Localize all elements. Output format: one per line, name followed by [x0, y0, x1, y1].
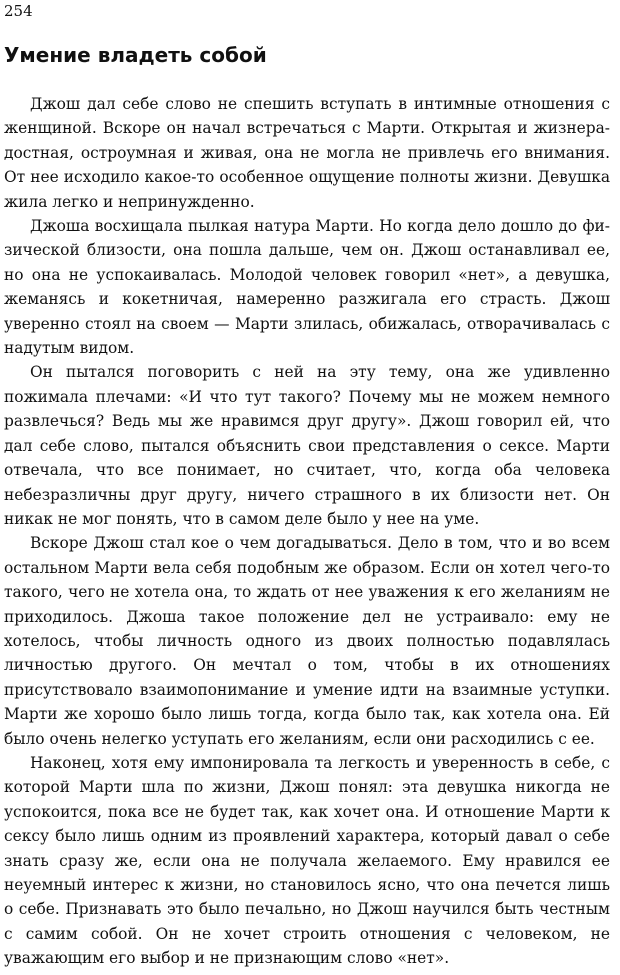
section-heading: Умение владеть собой	[4, 43, 267, 67]
page-number: 254	[4, 2, 33, 20]
body-text	[4, 92, 610, 971]
paragraph: Наконец, хотя ему импонировала та легкость и уверенность в себе, с которой Марти шла по жизни, Джош понял: эта девушка никогда не успокоится, пока все не будет так, как хочет она. И отношение Марти к сексу было лишь одним из проявлений характера, который давал о себе знать сразу же, если она не получала желаемого. Ему нравился ее неуемный интерес к жизни, но становилось ясно, что она печется лишь о себе. Признавать это было печально, но Джош научился быть честным с самим собой. Он не хочет строить отношения с человеком, не уважающим его выбор и не признающим слово «нет».	[4, 753, 610, 968]
paragraph: Джоша восхищала пылкая натура Марти. Но когда дело дошло до физической близости, она пошла дальше, чем он. Джош останавливал ее, но она не успокаивалась. Молодой человек говорил «нет», а девушка, жеманясь и кокетничая, намеренно разжигала его страсть. Джош уверенно стоял на своем — Марти злилась, обижалась, отворачивалась с надутым видом.	[4, 217, 610, 358]
paragraph: Джош дал себе слово не спешить вступать в интимные отношения с женщиной. Вскоре он начал встречаться с Марти. Открытая и жизнерадостная, остроумная и живая, она не могла не привлечь его внимания. От нее исходило какое-то особенное ощущение полноты жизни. Девушка жила легко и непринужденно.	[4, 95, 610, 211]
paragraph: Он пытался поговорить с ней на эту тему, она же удивленно пожимала плечами: «И что тут такого? Почему мы не можем немного развлечься? Ведь мы же нравимся друг другу». Джош говорил ей, что дал себе слово, пытался объяснить свои представления о сексе. Марти отвечала, что все понимает, но считает, что, когда оба человека небезразличны друг другу, ничего страшного в их близости нет. Он никак не мог понять, что в самом деле было у нее на уме.	[4, 363, 610, 528]
paragraph: Вскоре Джош стал кое о чем догадываться. Дело в том, что и во всем остальном Марти вела себя подобным же образом. Если он хотел чего-то такого, чего не хотела она, то ждать от нее уважения к его желаниям не приходилось. Джоша такое положение дел не устраивало: ему не хотелось, чтобы личность одного из двоих полностью подавлялась личностью другого. Он мечтал о том, чтобы в их отношениях присутствовало взаимопонимание и умение идти на взаимные уступки. Марти же хорошо было лишь тогда, когда было так, как хотела она. Ей было очень нелегко уступать его желаниям, если они расходились с ее.	[4, 534, 610, 748]
